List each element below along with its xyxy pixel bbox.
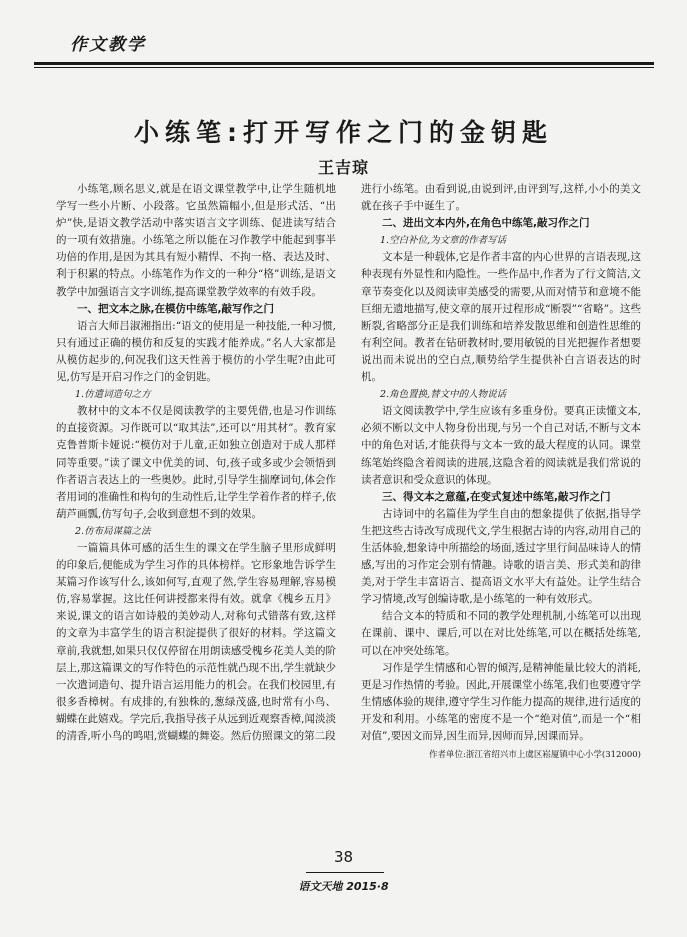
header-rule bbox=[34, 62, 654, 65]
section-heading-2: 二、进出文本内外,在角色中练笔,敲习作之门 bbox=[382, 217, 590, 230]
header-rule-thin bbox=[34, 67, 654, 68]
right-column bbox=[361, 181, 641, 764]
subsection-heading: 2.角色置换,替文中的人物说话 bbox=[380, 389, 507, 401]
journal-name: 语文天地 2015·8 bbox=[298, 880, 389, 893]
section-heading-3: 三、得文本之意蕴,在变式复述中练笔,敲习作之门 bbox=[382, 490, 611, 503]
paragraph-continued: 进行小练笔。由看到说,由说到评,由评到写,这样,小小的美文就在孩子手中诞生了。 bbox=[361, 183, 641, 213]
left-column bbox=[56, 181, 336, 745]
author-affiliation: 作者单位:浙江省绍兴市上虞区崧厦镇中心小学(312000) bbox=[429, 750, 641, 761]
subsection-heading: 2.仿布局谋篇之法 bbox=[75, 525, 151, 537]
paragraph: 语文阅读教学中,学生应该有多重身份。要真正读懂文本,必须不断以文中人物身份出现,与另一个自己对话,不断与文本中的角色对话,才能获得与文本一致的最大程度的认同。课堂练笔始终隐含着阅读的进展,这隐含着的阅读就是我们常说的读者意识和受众意识的体现。 bbox=[361, 405, 641, 486]
paragraph: 结合文本的特质和不同的教学处理机制,小练笔可以出现在课前、课中、课后,可以在对比处练笔,可以在概括处练笔,可以在冲突处练笔。 bbox=[361, 610, 641, 657]
paragraph: 习作是学生情感和心智的倾泻,是精神能量比较大的消耗,更是习作热情的考验。因此,开展课堂小练笔,我们也要遵守学生情感体验的规律,遵守学生习作能力提高的规律,进行适度的开发和利用。小练笔的密度不是一个“绝对值”,而是一个“相对值”,要因文而异,因生而异,因师而异,因课而异。 bbox=[361, 661, 641, 742]
section-heading-1: 一、把文本之脉,在模仿中练笔,敲写作之门 bbox=[77, 302, 274, 315]
page-number: 38 bbox=[333, 848, 354, 866]
paragraph: 教材中的文本不仅是阅读教学的主要凭借,也是习作训练的直接资源。习作既可以“取其法”,还可以“用其材”。教育家克鲁普斯卡娅说:“模仿对于儿童,正如独立创造对于成人那样同等重要。”读了课文中优美的词、句,孩子或多或少会领悟到作者语言表达上的一些奥妙。此时,引导学生揣摩词句,体会作者用词的准确性和构句的生动性后,让学生学着作者的样子,依葫芦画瓢,仿写句子,会收到意想不到的效果。 bbox=[56, 405, 336, 520]
paragraph: 文本是一种载体,它是作者丰富的内心世界的言语表现,这种表现有外显性和内隐性。一些作品中,作者为了行文简洁,文章节奏变化以及阅读审美感受的需要,从而对情节和意境不能巨细无遗地描写,使文章的展开过程形成“断裂”“省略”。这些断裂,省略部分正是我们训练和培养发散思维和创造性思维的有利空间。教者在钻研教材时,要用敏锐的目光把握作者想要说出而未说出的空白点,顺势给学生提供补白言语表达的时机。 bbox=[361, 251, 641, 384]
author-name: 王吉琼 bbox=[317, 158, 369, 177]
footer-rule bbox=[306, 872, 384, 873]
intro-paragraph: 小练笔,顾名思义,就是在语文课堂教学中,让学生随机地学写一些小片断、小段落。它虽然篇幅小,但是形式活、“出炉”快,是语文教学活动中落实语言文字训练、促进读写结合的一项有效措施。小练笔之所以能在习作教学中能起到事半功倍的作用,是因为其具有短小精悍、不拘一格、表达及时、利于积累的特点。小练笔作为作文的一种分“格”训练,是语文教学中加强语言文字训练,提高课堂教学效率的有效手段。 bbox=[56, 183, 336, 298]
paragraph: 古诗词中的名篇佳为学生自由的想象提供了依据,指导学生把这些古诗改写成现代文,学生根据古诗的内容,动用自己的生活体验,想象诗中所描绘的场面,透过字里行间品味诗人的情感,写出的习作定会别有情趣。诗歌的语言美、形式美和韵律美,对于学生丰富语言、提高语文水平大有益处。让学生结合学习情境,改写创编诗歌,是小练笔的一种有效形式。 bbox=[361, 507, 641, 606]
subsection-heading: 1.仿遣词造句之方 bbox=[75, 389, 151, 401]
paragraph: 一篇篇具体可感的活生生的课文在学生脑子里形成鲜明的印象后,便能成为学生习作的具体榜样。它形象地告诉学生某篇习作该写什么,该如何写,直观了然,学生容易理解,容易模仿,容易掌握。这比任何讲授都来得有效。就拿《槐乡五月》来说,课文的语言如诗般的美妙动人,对称句式错落有致,这样的文章为丰富学生的语言积淀提供了很好的材料。学这篇文章前,我就想,如果只仅仅停留在用朗读感受槐乡花美人美的阶层上,那这篇课文的写作特色的示范性就凸现不出,学生就缺少一次遣词造句、提升语言运用能力的机会。在我们校园里,有很多香樟树。有成排的,有独株的,葱绿茂盛,也时常有小鸟、蝴蝶在此嬉戏。学完后,我指导孩子从远到近观察香樟,闻淡淡的清香,听小鸟的鸣唱,赏蝴蝶的舞姿。然后仿照课文的第二段 bbox=[56, 541, 336, 742]
subsection-heading: 1.空白补位,为文章的作者写话 bbox=[380, 235, 507, 247]
article-title: 小练笔:打开写作之门的金钥匙 bbox=[134, 118, 553, 147]
paragraph: 语言大师吕淑湘指出:“语文的使用是一种技能,一种习惯,只有通过正确的模仿和反复的实践才能养成。”名人大家都是从模仿起步的,何况我们这天性善于模仿的小学生呢?由此可见,仿写是开启习作之门的金钥匙。 bbox=[56, 319, 336, 384]
section-label: 作文教学 bbox=[70, 35, 146, 55]
